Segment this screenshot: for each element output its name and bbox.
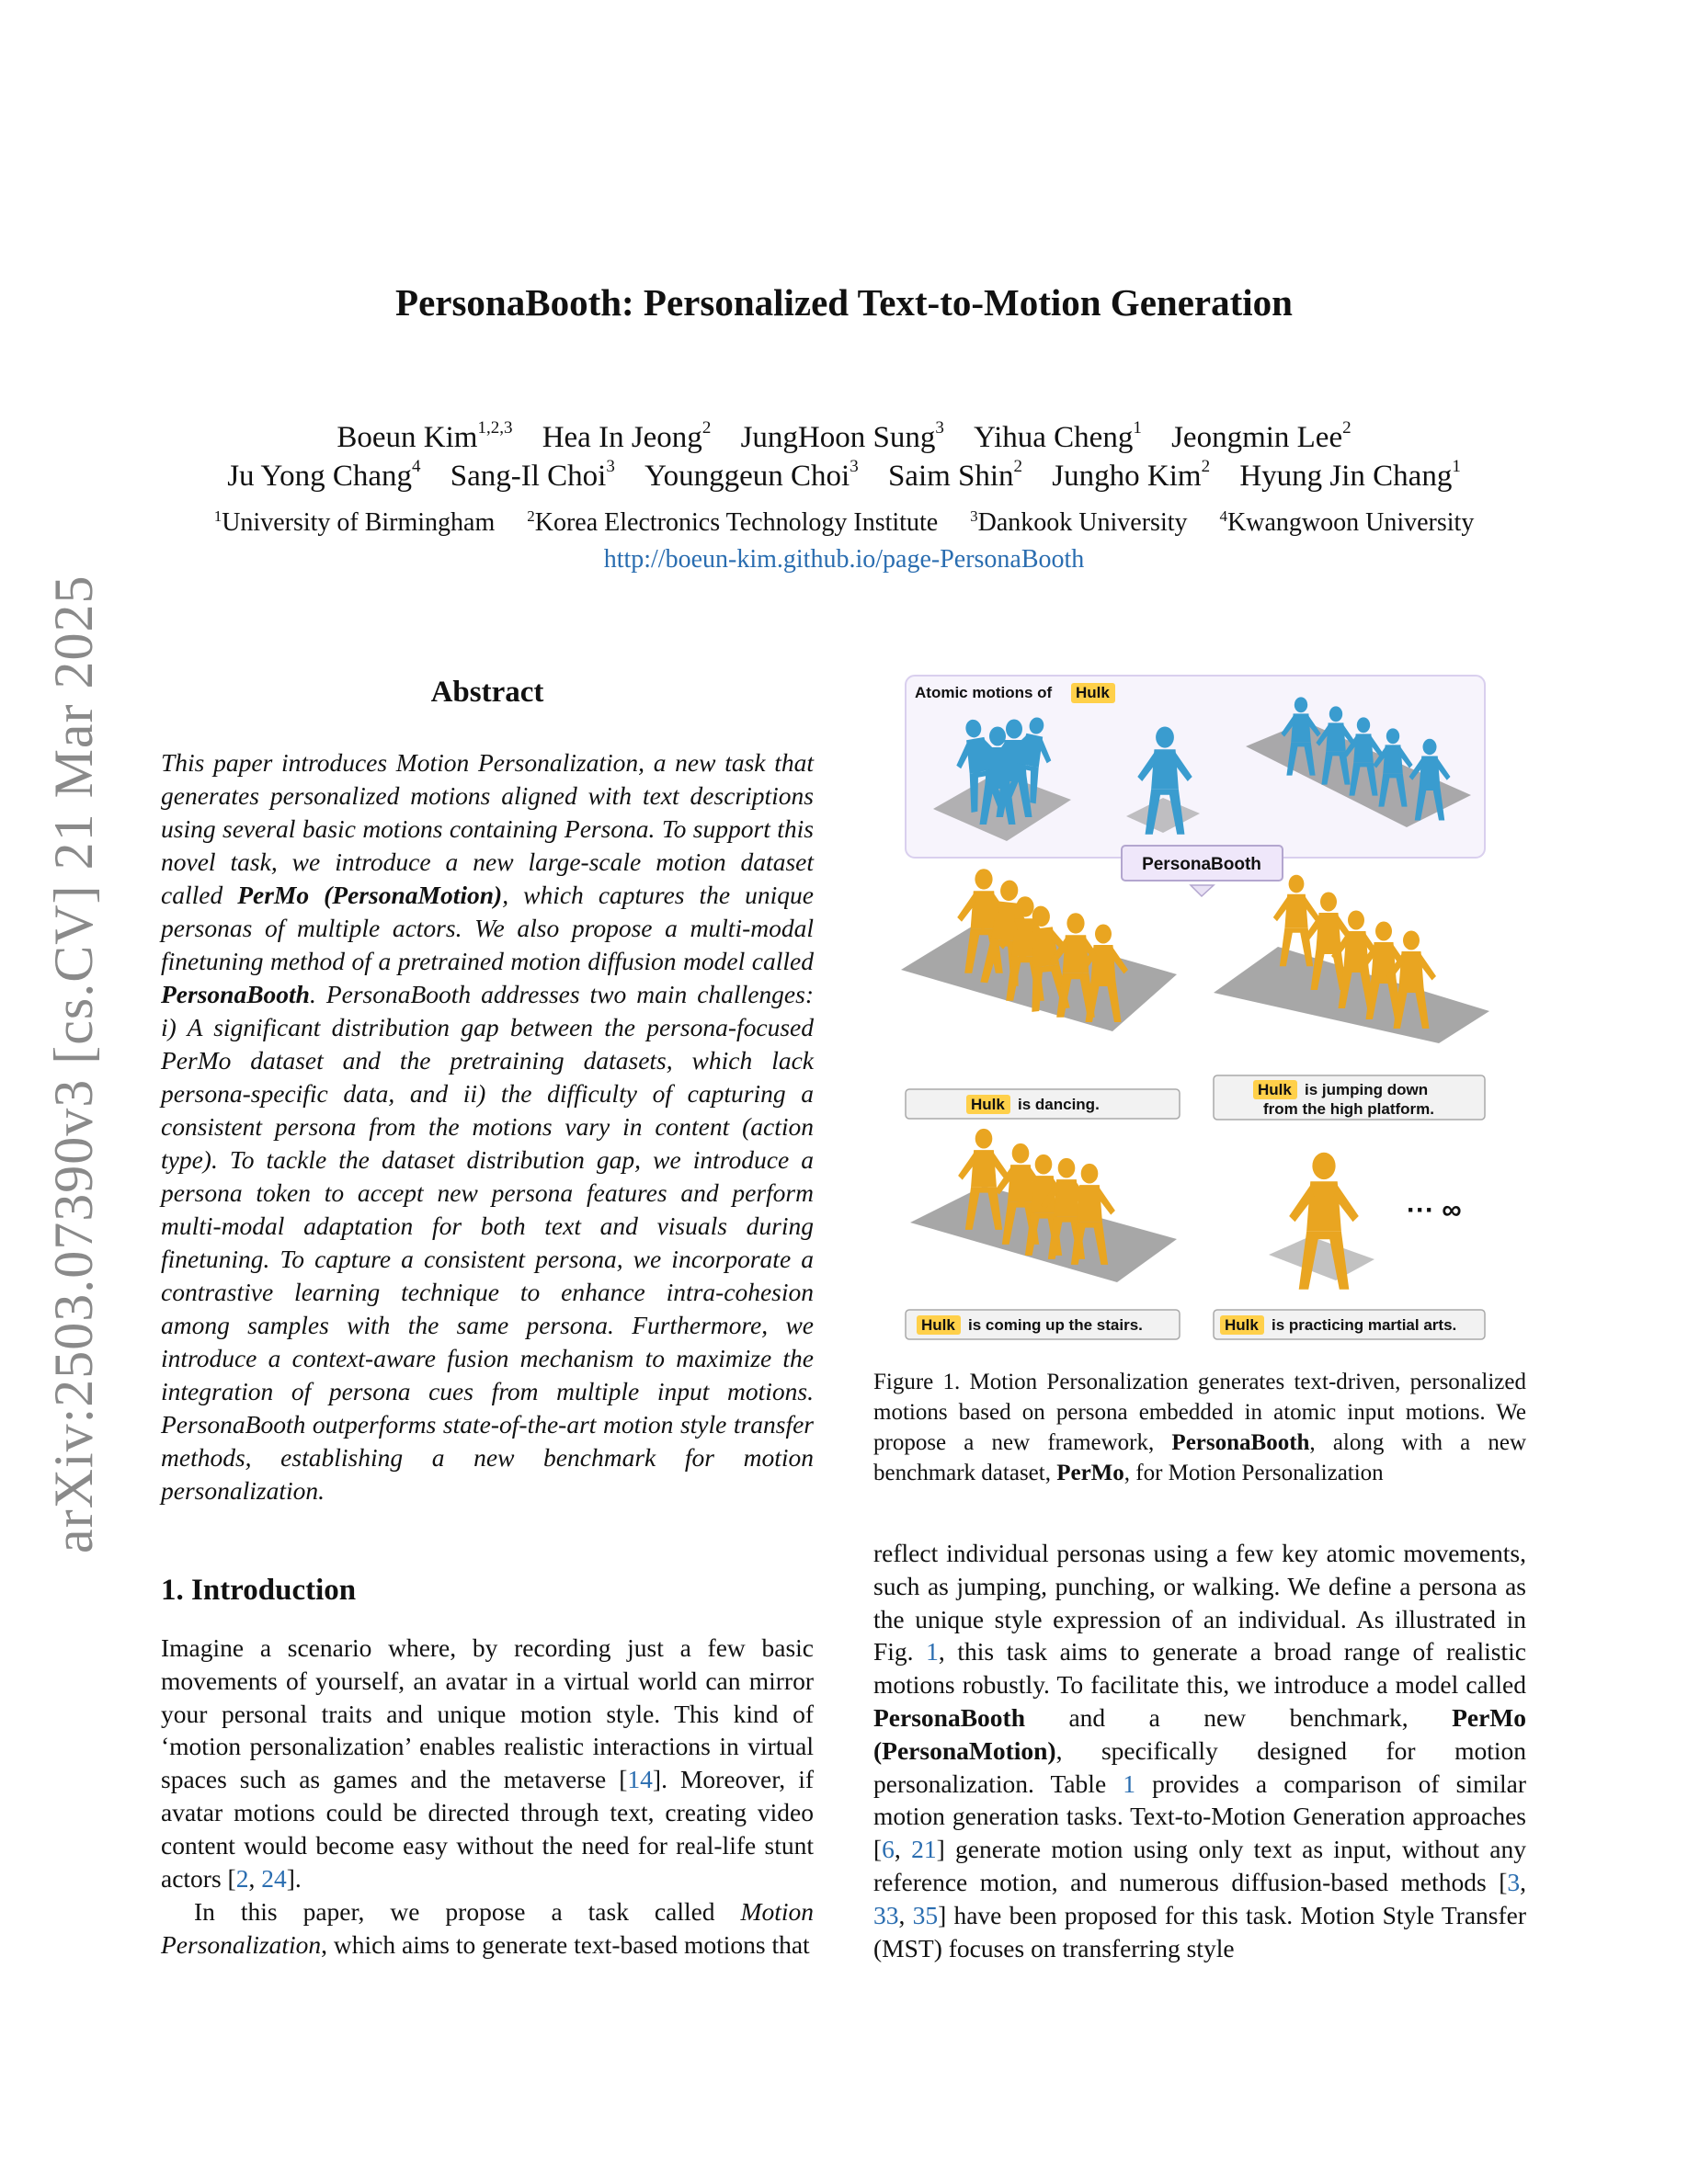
abstract-heading: Abstract (430, 676, 544, 709)
authors-line-2 (0, 457, 1688, 494)
affiliation: $^3$Dankook University (970, 507, 1188, 537)
prompt-dancing (906, 1089, 1180, 1119)
figure-caption: Figure 1. Motion Personalization generates text-driven, personalized motions based on persona embedded in atomic input motions. We propose a new framework, PersonaBooth, along with a new benchmark dataset, PerMo, for Motion Personalization (873, 1370, 1526, 1485)
figure-ref-link[interactable]: 1 (926, 1637, 939, 1666)
intro-paragraph-2: In this paper, we propose a task called Motion Personalization, which aims to generate text-based motions that (161, 1897, 814, 1959)
svg-text:is dancing.: is dancing. (1018, 1096, 1100, 1113)
paper-title: PersonaBooth: Personalized Text-to-Motion Generation (395, 281, 1293, 324)
author: Younggeun Choi$^3$ (644, 457, 859, 493)
author: JungHoon Sung$^3$ (740, 418, 944, 454)
author: Jeongmin Lee$^2$ (1171, 418, 1352, 454)
model-label: PersonaBooth (1142, 855, 1261, 874)
author: Hea In Jeong$^2$ (542, 418, 712, 454)
author: Hyung Jin Chang$^1$ (1239, 457, 1461, 493)
author: Sang-Il Choi$^3$ (450, 457, 615, 493)
citation-link[interactable]: 35 (912, 1900, 939, 1929)
citation-link[interactable]: 21 (911, 1835, 937, 1864)
persona-label: Hulk (1076, 684, 1110, 701)
svg-text:is practicing martial arts.: is practicing martial arts. (1272, 1316, 1457, 1334)
affiliations (0, 508, 1688, 538)
svg-text:is coming up the stairs.: is coming up the stairs. (968, 1316, 1143, 1334)
infinity-ellipsis: ··· ∞ (1407, 1195, 1462, 1225)
affiliation: $^4$Kwangwoon University (1219, 507, 1475, 537)
atomic-motions-label: Atomic motions of (915, 684, 1053, 701)
project-url (0, 545, 1688, 574)
svg-text:Hulk: Hulk (1258, 1081, 1292, 1098)
svg-text:Hulk: Hulk (921, 1316, 955, 1334)
intro-paragraph-1: Imagine a scenario where, by recording just a few basic movements of yourself, an avatar in a virtual world can mirror your personal traits and unique motion style. This kind of ‘motion personalization’ enables realistic interactions in virtual spaces such as games and the metaverse [14]. Moreover, if avatar motions could be directed through text, creating video content would become easy without the need for real-life stunt actors [2, 24]. (161, 1633, 814, 1893)
prompt-jumping (1214, 1075, 1485, 1120)
citation-link[interactable]: 6 (882, 1835, 895, 1864)
intro-right-column: reflect individual personas using a few key atomic movements, such as jumping, punching, or walking. We define a persona as the unique style expression of an individual. As illustrated in Fig. 1, this task aims to generate a broad range of realistic motions robustly. To facilitate this, we introduce a model called PersonaBooth and a new benchmark, PerMo (PersonaMotion), specifically designed for motion personalization. Table 1 provides a comparison of similar motion generation tasks. Text-to-Motion Generation approaches [6, 21] generate motion using only text as input, without any reference motion, and numerous diffusion-based methods [3, 33, 35] have been proposed for this task. Motion Style Transfer (MST) focuses on transferring style (873, 1539, 1527, 1962)
author: Boeun Kim$^{1,2,3}$ (336, 418, 513, 454)
affiliation: $^1$University of Birmingham (213, 507, 496, 537)
arxiv-stamp: arXiv:2503.07390v3 [cs.CV] 21 Mar 2025 (43, 574, 104, 1553)
author: Saim Shin$^2$ (887, 457, 1023, 493)
svg-text:Hulk: Hulk (1225, 1316, 1259, 1334)
svg-text:Hulk: Hulk (971, 1096, 1005, 1113)
affiliation: $^2$Korea Electronics Technology Institute (527, 507, 939, 537)
intro-heading: 1. Introduction (161, 1574, 357, 1607)
prompt-martial-arts (1214, 1310, 1485, 1339)
authors-line-1 (0, 418, 1688, 455)
svg-text:from the high platform.: from the high platform. (1262, 1100, 1435, 1118)
svg-text:is jumping down: is jumping down (1305, 1081, 1429, 1098)
figure-1 (896, 671, 1503, 1351)
author: Ju Yong Chang$^4$ (227, 457, 421, 493)
citation-link[interactable]: 3 (1507, 1867, 1521, 1896)
author: Yihua Cheng$^1$ (974, 418, 1142, 454)
table-ref-link[interactable]: 1 (1123, 1769, 1135, 1798)
project-link[interactable]: http://boeun-kim.github.io/page-PersonaBooth (603, 545, 1085, 574)
citation-link[interactable]: 14 (627, 1765, 653, 1794)
citation-link[interactable]: 24 (261, 1863, 287, 1893)
citation-link[interactable]: 33 (873, 1900, 899, 1929)
author: Jungho Kim$^2$ (1052, 457, 1211, 493)
citation-link[interactable]: 2 (235, 1863, 249, 1893)
prompt-stairs (906, 1310, 1180, 1339)
abstract-body: This paper introduces Motion Personalization, a new task that generates personalized motions aligned with text descriptions using several basic motions containing Persona. To support this novel task, we introduce a new large-scale motion dataset called PerMo (PersonaMotion), which captures the unique personas of multiple actors. We also propose a multi-modal finetuning method of a pretrained motion diffusion model called PersonaBooth. PersonaBooth addresses two main challenges: i) A significant distribution gap between the persona-focused PerMo dataset and the pretraining datasets, which lack persona-specific data, and ii) the difficulty of capturing a consistent persona from the motions vary in content (action type). To tackle the dataset distribution gap, we introduce a persona token to accept new persona features and perform multi-modal adaptation for both text and visuals during finetuning. To capture a consistent persona, we incorporate a contrastive learning technique to enhance intra-cohesion among samples with the same persona. Furthermore, we introduce a context-aware fusion mechanism to maximize the integration of persona cues from multiple input motions. PersonaBooth outperforms state-of-the-art motion style transfer methods, establishing a new benchmark for motion personalization. (161, 748, 814, 1505)
